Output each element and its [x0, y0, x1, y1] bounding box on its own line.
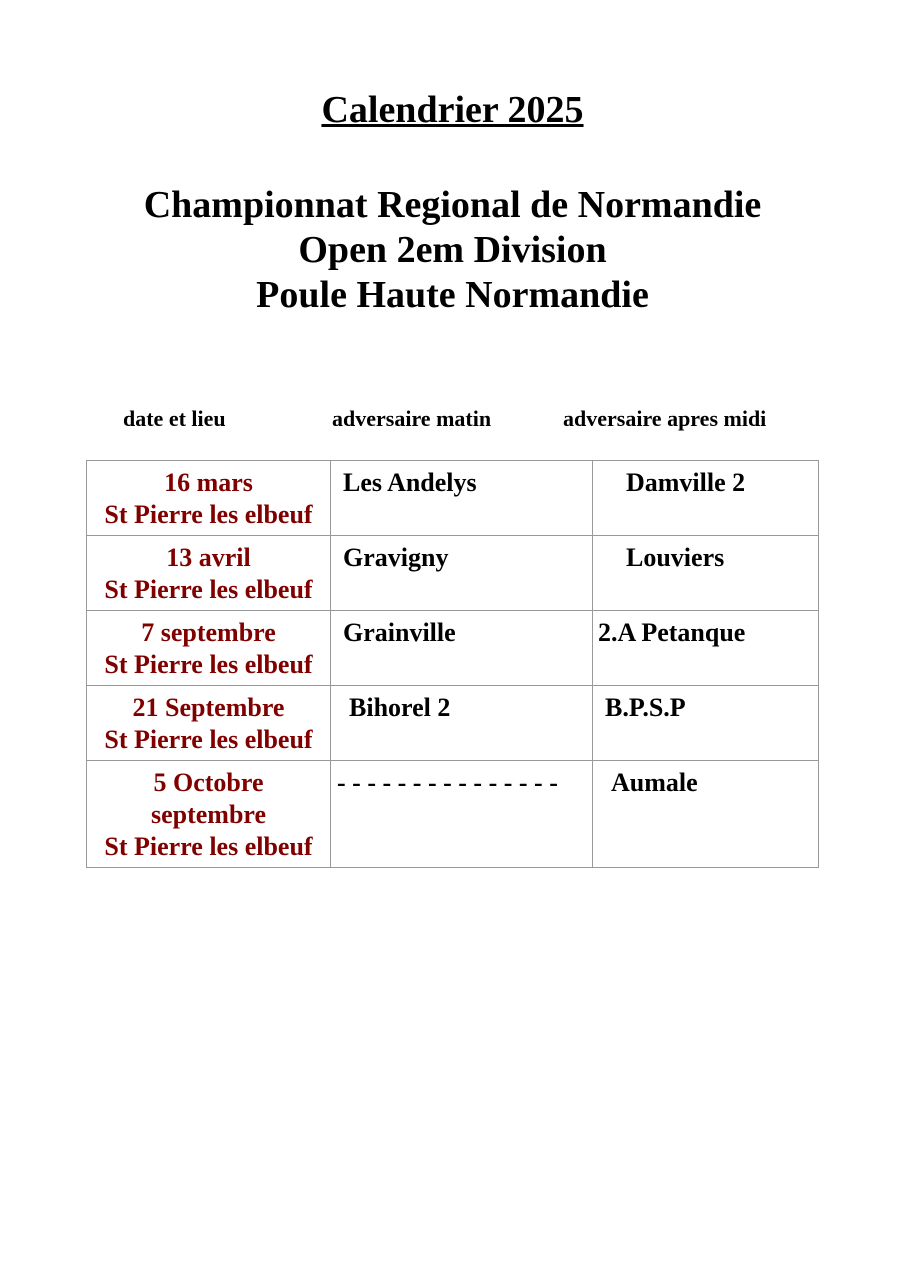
date-cell [87, 761, 331, 868]
morning-cell: Grainville [331, 611, 593, 686]
header-date: date et lieu [123, 406, 226, 431]
table-row [87, 536, 819, 611]
date-line2: septembre [150, 800, 267, 829]
morning-cell: Les Andelys [331, 461, 593, 536]
afternoon-cell: Aumale [593, 761, 819, 868]
date: 16 mars [164, 468, 253, 497]
subtitle-line: Open 2em Division [298, 229, 607, 271]
place: St Pierre les elbeuf [104, 725, 313, 754]
place: St Pierre les elbeuf [104, 832, 313, 861]
afternoon-cell: B.P.S.P [593, 686, 819, 761]
table-row [87, 461, 819, 536]
header-morning: adversaire matin [332, 406, 492, 431]
page-title: Calendrier 2025 [321, 89, 584, 131]
place: St Pierre les elbeuf [104, 575, 313, 604]
date-cell [87, 461, 331, 536]
date-cell [87, 686, 331, 761]
place: St Pierre les elbeuf [104, 650, 313, 679]
header-afternoon: adversaire apres midi [563, 406, 767, 431]
schedule-table [86, 460, 819, 868]
table-row [87, 611, 819, 686]
table-row [87, 686, 819, 761]
subtitle-line: Poule Haute Normandie [256, 274, 649, 316]
date: 5 Octobre [153, 768, 264, 797]
morning-cell: - - - - - - - - - - - - - - - [331, 761, 593, 868]
date-cell [87, 611, 331, 686]
date: 7 septembre [141, 618, 276, 647]
afternoon-cell: 2.A Petanque [593, 611, 819, 686]
subtitle-line: Championnat Regional de Normandie [143, 184, 762, 226]
afternoon-cell: Damville 2 [593, 461, 819, 536]
date-cell [87, 536, 331, 611]
date: 21 Septembre [132, 693, 285, 722]
morning-cell: Bihorel 2 [331, 686, 593, 761]
afternoon-cell: Louviers [593, 536, 819, 611]
date: 13 avril [166, 543, 251, 572]
morning-cell: Gravigny [331, 536, 593, 611]
place: St Pierre les elbeuf [104, 500, 313, 529]
table-row [87, 761, 819, 868]
